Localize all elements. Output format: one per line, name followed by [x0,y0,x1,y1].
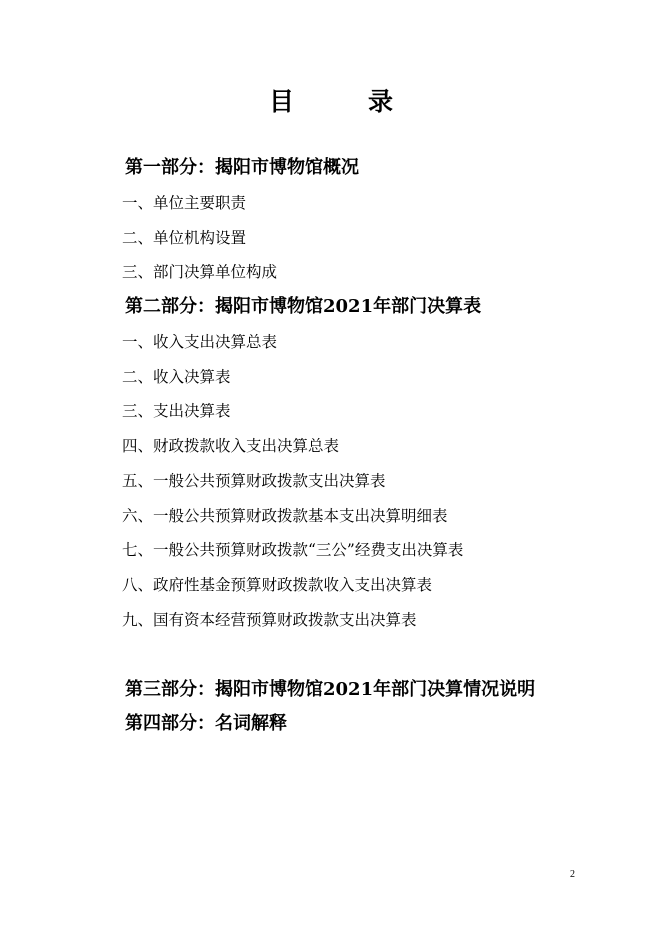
part3-heading[interactable]: 第三部分：揭阳市博物馆2021年部门决算情况说明 [125,679,536,700]
part2-item-7[interactable]: 七、一般公共预算财政拨款“三公”经费支出决算表 [122,541,464,559]
part4-heading[interactable]: 第四部分：名词解释 [125,713,287,734]
part2-item-6[interactable]: 六、一般公共预算财政拨款基本支出决算明细表 [122,507,448,525]
part1-item-3[interactable]: 三、部门决算单位构成 [122,263,278,281]
part2-item-9[interactable]: 九、国有资本经营预算财政拨款支出决算表 [122,611,417,629]
part2-item-5[interactable]: 五、一般公共预算财政拨款支出决算表 [122,472,386,490]
part2-item-3[interactable]: 三、支出决算表 [122,402,231,420]
part2-item-2[interactable]: 二、收入决算表 [122,368,231,386]
toc-title-char-1: 目 [268,87,294,116]
toc-title [0,82,662,118]
part2-item-8[interactable]: 八、政府性基金预算财政拨款收入支出决算表 [122,576,433,594]
part2-item-4[interactable]: 四、财政拨款收入支出决算总表 [122,437,340,455]
part1-heading[interactable]: 第一部分：揭阳市博物馆概况 [125,157,359,178]
part1-item-2[interactable]: 二、单位机构设置 [122,229,247,247]
part2-heading[interactable]: 第二部分：揭阳市博物馆2021年部门决算表 [125,296,482,317]
page-number: 2 [570,869,575,880]
part2-item-1[interactable]: 一、收入支出决算总表 [122,333,278,351]
toc-title-char-2: 录 [368,87,394,116]
part1-item-1[interactable]: 一、单位主要职责 [122,194,247,212]
